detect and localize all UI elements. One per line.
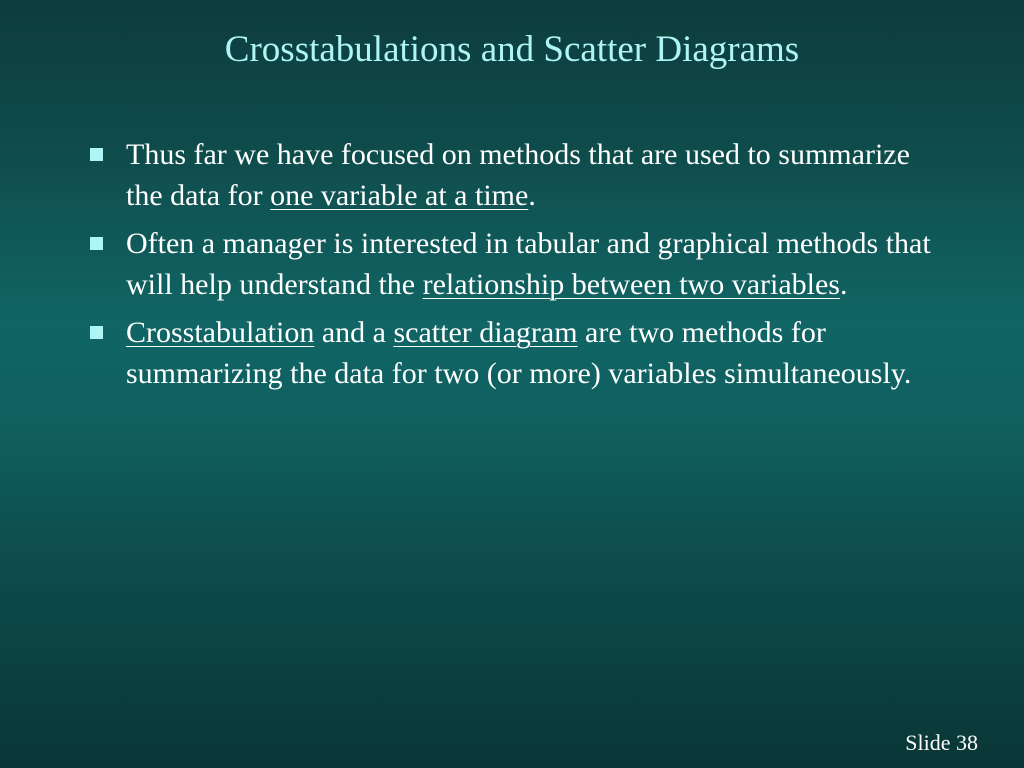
slide-label: Slide xyxy=(905,730,951,755)
square-bullet-icon xyxy=(90,237,103,250)
bullet-list xyxy=(86,134,936,401)
underlined-term-scatter-diagram: scatter diagram xyxy=(393,316,578,349)
square-bullet-icon xyxy=(90,148,103,161)
slide-title: Crosstabulations and Scatter Diagrams xyxy=(224,29,800,70)
bullet-text: Often a manager is interested in tabular and graphical methods that will help understand the xyxy=(126,227,931,301)
slide-number-value: 38 xyxy=(956,730,978,755)
bullet-text: and a xyxy=(314,316,394,349)
bullet-item-2 xyxy=(86,223,936,305)
bullet-text: Thus far we have focused on methods that are used to summarize the data for xyxy=(126,138,910,212)
bullet-text-end: . xyxy=(839,268,848,301)
underlined-phrase: relationship between two variables xyxy=(422,268,840,301)
slide-number xyxy=(905,730,978,756)
bullet-text-end: . xyxy=(528,179,536,212)
bullet-item-3 xyxy=(86,312,936,394)
square-bullet-icon xyxy=(90,326,103,339)
bullet-item-1 xyxy=(86,134,936,216)
underlined-phrase: one variable at a time xyxy=(270,179,529,212)
bullet-text-end: are two methods for summarizing the data for two (or more) variables simultaneously. xyxy=(126,316,912,390)
underlined-term-crosstabulation: Crosstabulation xyxy=(126,316,315,349)
